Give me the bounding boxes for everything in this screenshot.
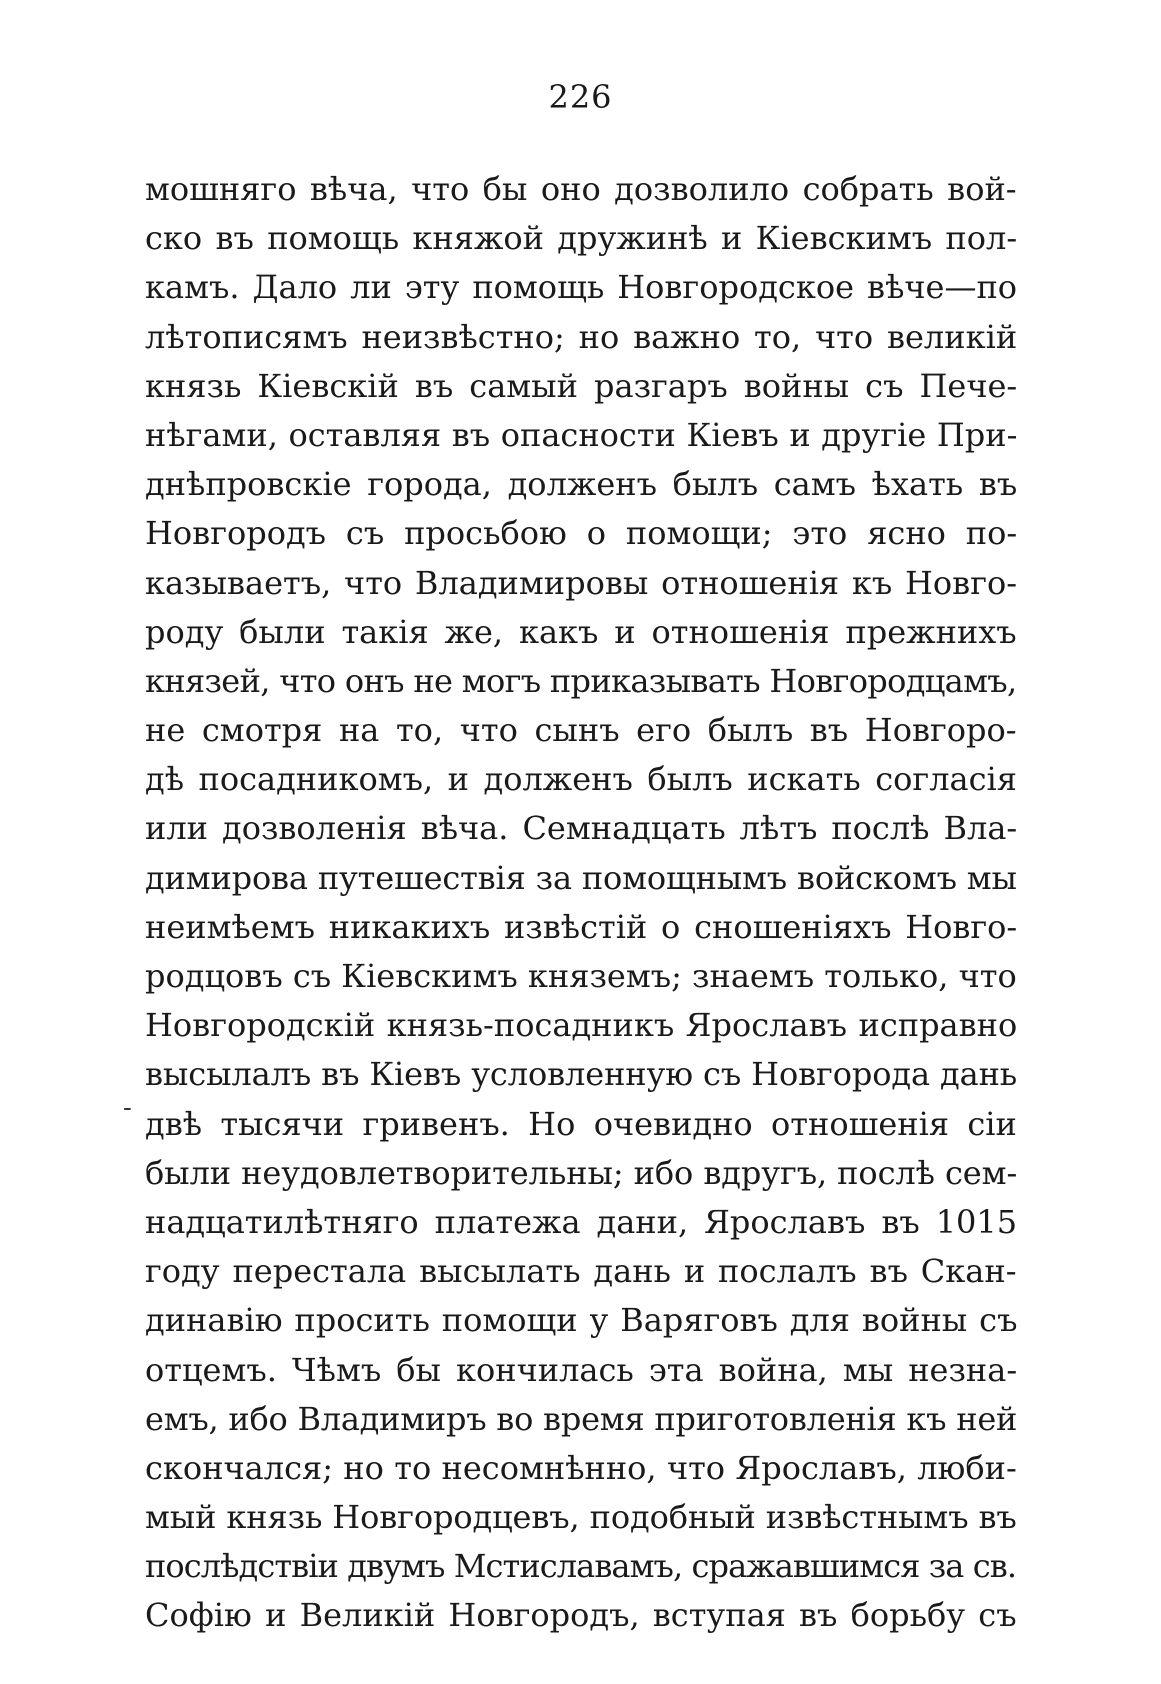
text-line: динавію просить помощи у Варяговъ для войны съ xyxy=(145,1301,1018,1340)
body-text xyxy=(145,165,1017,1641)
text-line: емъ, ибо Владимиръ во время приготовленія къ ней xyxy=(145,1399,1018,1438)
text-line: днѣпровскіе города, долженъ былъ самъ ѣхать въ xyxy=(145,465,1018,504)
text-line: князей, что онъ не могъ приказывать Новгородцамъ, xyxy=(145,661,1017,700)
text-line: димирова путешествія за помощнымъ войскомъ мы xyxy=(145,858,1017,897)
text-line: году перестала высылать дань и послалъ въ Скан- xyxy=(145,1252,1017,1291)
text-line: мый князь Новгородцевъ, подобный извѣстнымъ въ xyxy=(145,1498,1017,1537)
text-line: не смотря на то, что сынъ его былъ въ Новгоро- xyxy=(145,711,1017,750)
text-line: неимѣемъ никакихъ извѣстій о сношеніяхъ Новго- xyxy=(145,907,1018,946)
text-line: Новгородъ съ просьбою о помощи; это ясно по- xyxy=(145,514,1018,553)
page-number: 226 xyxy=(548,78,613,116)
text-line: роду были такія же, какъ и отношенія прежнихъ xyxy=(145,612,1017,651)
text-line: дѣ посадникомъ, и долженъ былъ искать согласія xyxy=(145,760,1017,799)
text-line: казываетъ, что Владимировы отношенія къ Новго- xyxy=(145,563,1018,602)
text-line: князь Кіевскій въ самый разгаръ войны съ Пече- xyxy=(145,366,1018,405)
text-line: родцовъ съ Кіевскимъ княземъ; знаемъ только, что xyxy=(145,957,1017,995)
text-line: нѣгами, оставляя въ опасности Кіевъ и другіе При- xyxy=(145,415,1018,454)
margin-mark: - xyxy=(123,1093,132,1123)
text-line: или дозволенія вѣча. Семнадцать лѣтъ послѣ Вла- xyxy=(145,809,1018,848)
text-line: отцемъ. Чѣмъ бы кончилась эта война, мы незна- xyxy=(145,1350,1018,1389)
text-line: были неудовлетворительны; ибо вдругъ, послѣ сем- xyxy=(145,1153,1018,1192)
text-line: двѣ тысячи гривенъ. Но очевидно отношенія сіи xyxy=(145,1104,1017,1143)
text-line: Новгородскій князь-посадникъ Ярославъ исправно xyxy=(145,1006,1018,1045)
text-line: ско въ помощь княжой дружинѣ и Кіевскимъ пол- xyxy=(145,219,1018,258)
text-line: послѣдствіи двумъ Мстиславамъ, сражавшимся за св. xyxy=(145,1547,1017,1586)
text-line: камъ. Дало ли эту помощь Новгородское вѣче—по xyxy=(145,268,1018,307)
text-line: скончался; но то несомнѣнно, что Ярославъ, люби- xyxy=(145,1448,1017,1487)
text-line: надцатилѣтняго платежа дани, Ярославъ въ 1015 xyxy=(145,1202,1018,1241)
text-line: Софію и Великій Новгородъ, вступая въ борьбу съ xyxy=(145,1596,1017,1635)
text-line: лѣтописямъ неизвѣстно; но важно то, что великій xyxy=(145,317,1018,356)
text-line: высылалъ въ Кіевъ условленную съ Новгорода дань xyxy=(145,1055,1018,1094)
text-line: мошняго вѣча, что бы оно дозволило собрать вой- xyxy=(145,170,1017,208)
